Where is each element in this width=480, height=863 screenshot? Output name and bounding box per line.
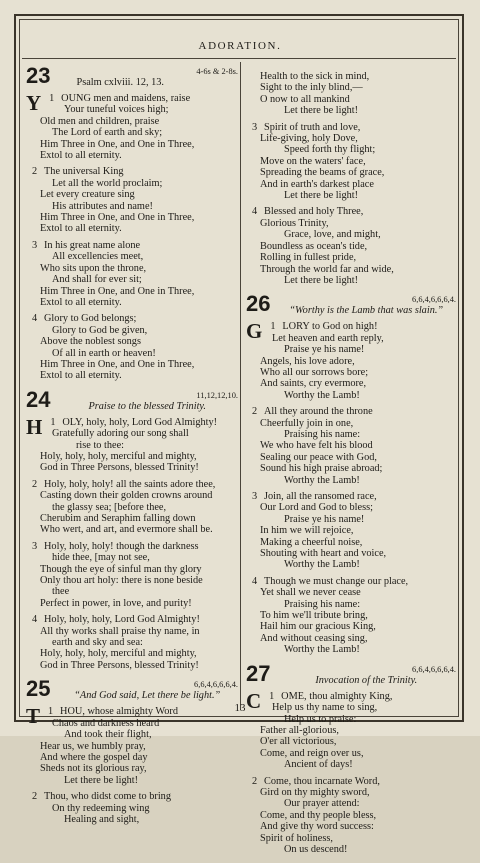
verse-line xyxy=(246,206,456,217)
verse-line: Him Three in One, and One in Three, xyxy=(40,212,195,224)
verse-line: Hear us, we humbly pray, xyxy=(40,740,146,752)
hymn-meter: 11,12,12,10. xyxy=(196,390,238,400)
verse-line: And took their flight, xyxy=(64,729,152,741)
stanza xyxy=(26,541,238,609)
line-text: Join, all the ransomed race, xyxy=(264,491,377,502)
stanza xyxy=(26,706,238,786)
verse-line: And where the gospel day xyxy=(40,751,148,763)
verse-line: Health to the sick in mind, xyxy=(260,71,370,82)
verse-line: Let every creature sing xyxy=(40,189,135,201)
verse-line: All excellencies meet, xyxy=(52,251,144,263)
stanza xyxy=(26,414,238,474)
verse-line: the glassy sea; [before thee, xyxy=(52,501,167,513)
verse-line: Cheerfully join in one, xyxy=(260,417,354,429)
stanza xyxy=(246,206,456,286)
stanza xyxy=(246,576,456,656)
verse-line: Worthy the Lamb! xyxy=(284,559,360,571)
hymn-title: Invocation of the Trinity. xyxy=(315,674,418,686)
stanza xyxy=(246,406,456,486)
verse-line: Healing and sight, xyxy=(64,813,140,825)
line-text: All they around the throne xyxy=(264,406,373,418)
verse-line: Casting down their golden crowns around xyxy=(40,490,213,502)
hymn-header xyxy=(246,660,456,687)
verse-line: Help us to praise: xyxy=(284,713,357,725)
verse-line: In him we will rejoice, xyxy=(260,525,354,537)
verse-line xyxy=(26,240,238,251)
header-rule xyxy=(22,58,456,59)
verse-line: Sight to the inly blind,— xyxy=(260,82,363,94)
verse-line: Worthy the Lamb! xyxy=(284,474,360,486)
verse-line: Making a cheerful noise, xyxy=(260,536,363,548)
verse-line: Let there be light! xyxy=(284,105,359,117)
hymn-number: 24 xyxy=(26,386,51,412)
verse-line: And without ceasing sing, xyxy=(260,632,368,644)
hymn xyxy=(26,386,238,672)
verse-line: Though the eye of sinful man thy glory xyxy=(40,563,202,575)
verse-line: God in Three Persons, blessed Trinity! xyxy=(40,659,199,671)
verse-line xyxy=(246,776,456,787)
verse-line: Perfect in power, in love, and purity! xyxy=(40,597,192,609)
hymn-header xyxy=(26,676,238,702)
hymn-title: Psalm cxlviii. 12, 13. xyxy=(76,77,165,88)
line-text: OME, thou almighty King, xyxy=(281,690,393,702)
verse-line xyxy=(246,576,456,587)
verse-line: Praising his name: xyxy=(284,428,361,440)
verse-line: Praising his name: xyxy=(284,598,361,610)
line-text: Come, thou incarnate Word, xyxy=(264,775,380,787)
verse-line: On us descend! xyxy=(284,843,348,855)
stanza-number: 2 xyxy=(32,166,38,178)
line-text: Holy, holy, holy! though the darkness xyxy=(44,540,199,552)
verse-line xyxy=(26,166,238,177)
stanza-number: 3 xyxy=(252,121,258,133)
verse-line: O'er all victorious, xyxy=(260,736,337,748)
verse-line: Yet shall we never cease xyxy=(260,587,361,599)
stanza-number: 2 xyxy=(252,775,258,787)
verse-line: Extol to all eternity. xyxy=(40,223,122,235)
verse-line: And give thy word success: xyxy=(260,821,374,833)
stanza xyxy=(246,776,456,856)
verse-line: Let there be light! xyxy=(64,774,139,786)
verse-line: rise to thee: xyxy=(76,439,125,451)
verse-line: Sound his high praise abroad; xyxy=(260,463,383,475)
stanza-number: 2 xyxy=(252,406,258,418)
hymn-header xyxy=(26,63,238,89)
hymn-number: 27 xyxy=(246,660,271,686)
verse-line: Come, and reign over us, xyxy=(260,747,364,759)
stanza-number: 2 xyxy=(32,478,38,490)
verse-line: His attributes and name! xyxy=(52,200,153,212)
hymn-number: 25 xyxy=(26,676,51,702)
drop-cap: G xyxy=(246,319,263,344)
drop-cap: Y xyxy=(26,91,42,115)
verse-line: Worthy the Lamb! xyxy=(284,389,360,401)
line-text: Holy, holy, holy! all the saints adore thee, xyxy=(44,478,216,490)
hymn-meta xyxy=(56,390,238,413)
verse-line: Let heaven and earth reply, xyxy=(272,332,384,344)
column-divider xyxy=(240,62,241,710)
line-text: Blessed and holy Three, xyxy=(264,206,364,218)
stanza-number: 3 xyxy=(252,491,258,502)
stanza xyxy=(246,491,456,571)
verse-line: Holy, holy, holy, merciful and mighty, xyxy=(40,648,197,660)
running-head: ADORATION. xyxy=(198,40,282,52)
stanza xyxy=(26,791,238,825)
hymn-meter: 6,6,4,6,6,6,4. xyxy=(412,295,456,305)
stanza xyxy=(26,614,238,671)
line-text: OLY, holy, holy, Lord God Almighty! xyxy=(62,416,218,428)
hymn-number: 23 xyxy=(26,63,51,88)
verse-line xyxy=(26,479,238,490)
hymn xyxy=(246,71,456,286)
stanza xyxy=(246,321,456,401)
line-text: Glory to God belongs; xyxy=(44,313,137,325)
verse-line: Life-giving, holy Dove, xyxy=(260,133,358,145)
verse-line: Extol to all eternity. xyxy=(40,150,122,162)
stanza-number: 1 xyxy=(48,706,54,718)
verse-line: Your tuneful voices high; xyxy=(64,104,169,116)
verse-line: Our Lord and God to bless; xyxy=(260,502,373,514)
hymn xyxy=(246,660,456,856)
verse-line: Extol to all eternity. xyxy=(40,370,122,382)
verse-line xyxy=(26,541,238,552)
verse-line: Rolling in fullest pride, xyxy=(260,252,357,264)
hymn-meta xyxy=(276,664,456,687)
verse-line xyxy=(246,406,456,417)
verse-line: We who have felt his blood xyxy=(260,440,373,452)
line-text: HOU, whose almighty Word xyxy=(60,706,178,718)
verse-line: Let all the world proclaim; xyxy=(52,177,163,189)
verse-line: Chaos and darkness heard xyxy=(52,717,160,729)
line-text: LORY to God on high! xyxy=(282,321,378,333)
line-text: The universal King xyxy=(44,166,124,178)
right-column xyxy=(246,66,456,863)
hymn-title: “Worthy is the Lamb that was slain.” xyxy=(289,305,444,317)
verse-line: Hail him our gracious King, xyxy=(260,621,376,633)
drop-cap: C xyxy=(246,688,262,713)
verse-line: Grace, love, and might, xyxy=(284,229,381,241)
verse-line xyxy=(26,791,238,802)
page-number: 13 xyxy=(234,702,246,714)
verse-line: Boundless as ocean's tide, xyxy=(260,240,368,252)
verse-line: All thy works shall praise thy name, in xyxy=(40,625,200,637)
hymn-meter: 4-6s & 2-8s. xyxy=(196,67,238,76)
drop-cap: H xyxy=(26,414,43,439)
verse-line: Speed forth thy flight; xyxy=(284,144,376,156)
verse-line: Help us thy name to sing, xyxy=(272,702,378,714)
verse-line: God in Three Persons, blessed Trinity! xyxy=(40,462,199,474)
drop-cap: T xyxy=(26,704,41,729)
verse-line: Through the world far and wide, xyxy=(260,263,394,275)
line-text: Though we must change our place, xyxy=(264,575,409,587)
verse-line: Extol to all eternity. xyxy=(40,296,122,308)
verse-line: And in earth's darkest place xyxy=(260,178,374,190)
verse-line: O now to all mankind xyxy=(260,93,350,105)
verse-line: Worthy the Lamb! xyxy=(284,644,360,656)
stanza-number: 4 xyxy=(252,575,258,587)
verse-line: Of all in earth or heaven! xyxy=(52,347,156,359)
line-text: Spirit of truth and love, xyxy=(264,121,361,133)
hymn xyxy=(26,63,238,382)
verse-line: Gird on thy mighty sword, xyxy=(260,786,370,798)
verse-line: Let there be light! xyxy=(284,190,359,202)
stanza-number: 1 xyxy=(269,690,275,702)
verse-line: Him Three in One, and One in Three, xyxy=(40,358,195,370)
verse-line: Who sits upon the throne, xyxy=(40,262,147,274)
stanza-number: 2 xyxy=(32,791,38,803)
hymn-header xyxy=(26,386,238,413)
verse-line: Move on the waters' face, xyxy=(260,155,366,167)
hymn-meta xyxy=(56,66,238,89)
verse-line xyxy=(26,313,238,324)
verse-line: thee xyxy=(52,586,70,598)
line-text: Thou, who didst come to bring xyxy=(44,791,171,803)
verse-line: On thy redeeming wing xyxy=(52,802,150,814)
verse-line: Gratefully adoring our song shall xyxy=(52,428,189,440)
stanza xyxy=(246,71,456,117)
verse-line: Ancient of days! xyxy=(284,759,353,771)
stanza-number: 1 xyxy=(270,321,276,333)
stanza-number: 1 xyxy=(50,416,56,428)
hymn-meta xyxy=(276,294,456,317)
verse-line: And saints, cry evermore, xyxy=(260,378,367,390)
verse-line: Who wert, and art, and evermore shall be. xyxy=(40,524,213,536)
verse-line: Above the noblest songs xyxy=(40,336,141,348)
stanza-number: 3 xyxy=(32,540,38,552)
stanza-number: 4 xyxy=(252,206,258,218)
hymn-number: 26 xyxy=(246,291,271,317)
left-column xyxy=(26,63,238,833)
verse-line: Glorious Trinity, xyxy=(260,217,329,229)
verse-line: Holy, holy, holy, merciful and mighty, xyxy=(40,450,197,462)
verse-line: Cherubim and Seraphim falling down xyxy=(40,513,196,524)
verse-line: Father all-glorious, xyxy=(260,724,339,736)
verse-line: Praise ye his name! xyxy=(284,513,365,525)
verse-line: Glory to God be given, xyxy=(52,324,148,336)
hymn xyxy=(246,291,456,656)
verse-line: And shall for ever sit; xyxy=(52,274,142,286)
hymn-meter: 6,6,4,6,6,6,4. xyxy=(412,664,456,674)
hymn-header xyxy=(246,291,456,317)
verse-line: Old men and children, praise xyxy=(40,115,160,127)
verse-line: Him Three in One, and One in Three, xyxy=(40,285,195,297)
verse-line: Come, and thy people bless, xyxy=(260,809,377,821)
stanza-number: 3 xyxy=(32,239,38,251)
verse-line: hide thee, [may not see, xyxy=(52,552,150,564)
line-text: In his great name alone xyxy=(44,239,141,251)
verse-line: Shouting with heart and voice, xyxy=(260,548,387,560)
verse-line: Spreading the beams of grace, xyxy=(260,167,385,179)
verse-line: Who all our sorrows bore; xyxy=(260,366,369,378)
verse-line: earth and sky and sea: xyxy=(52,637,143,649)
verse-line xyxy=(246,122,456,133)
verse-line xyxy=(246,491,456,502)
stanza xyxy=(26,240,238,308)
hymn-meter: 6,6,4,6,6,6,4. xyxy=(194,680,238,690)
stanza-number: 4 xyxy=(32,614,38,626)
verse-line: Our prayer attend: xyxy=(284,798,360,810)
verse-line: Praise ye his name! xyxy=(284,344,365,356)
stanza xyxy=(26,313,238,381)
hymn-title: “And God said, Let there be light.” xyxy=(74,690,221,702)
stanza xyxy=(246,122,456,202)
hymn-meta xyxy=(56,679,238,702)
stanza xyxy=(26,93,238,161)
stanza-number: 1 xyxy=(49,93,55,104)
verse-line: Let there be light! xyxy=(284,274,359,286)
verse-line: The Lord of earth and sky; xyxy=(52,127,163,139)
line-text: OUNG men and maidens, raise xyxy=(61,93,191,104)
verse-line: To him we'll tribute bring, xyxy=(260,610,368,622)
verse-line: Spirit of holiness, xyxy=(260,832,333,844)
verse-line xyxy=(26,614,238,625)
verse-line: Him Three in One, and One in Three, xyxy=(40,138,195,150)
stanza-number: 4 xyxy=(32,313,38,325)
stanza xyxy=(26,166,238,234)
verse-line: Sheds not its glorious ray, xyxy=(40,763,147,775)
stanza xyxy=(26,479,238,536)
line-text: Holy, holy, holy, Lord God Almighty! xyxy=(44,614,200,626)
hymn-title: Praise to the blessed Trinity. xyxy=(88,400,207,412)
verse-line: Only thou art holy: there is none beside xyxy=(40,575,203,587)
verse-line: Angels, his love adore, xyxy=(260,355,355,367)
verse-line: Sealing our peace with God, xyxy=(260,451,377,463)
